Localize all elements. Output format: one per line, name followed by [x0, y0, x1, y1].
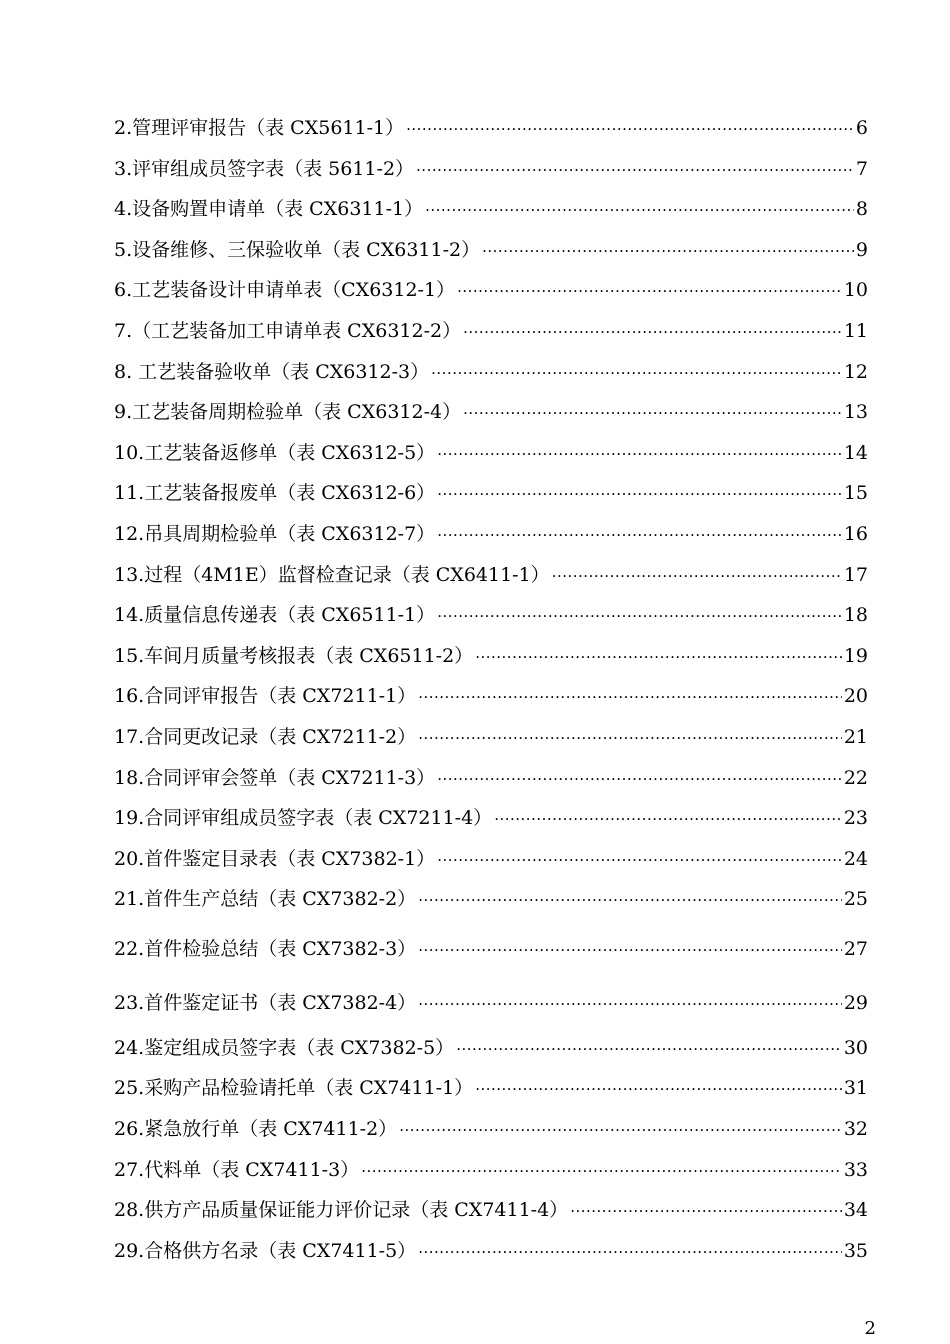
toc-entry-page: 30 — [843, 1036, 868, 1059]
dot-leader — [418, 677, 842, 718]
toc-entry[interactable] — [114, 636, 868, 677]
dot-leader — [482, 231, 854, 272]
toc-entry-page: 27 — [843, 937, 868, 960]
dot-leader — [437, 474, 842, 515]
toc-entry-page: 7 — [855, 157, 868, 180]
toc-entry-page: 29 — [843, 991, 868, 1014]
dot-leader — [399, 1110, 842, 1151]
toc-entry[interactable] — [114, 1068, 868, 1109]
toc-entry[interactable] — [114, 311, 868, 352]
dot-leader — [457, 271, 842, 312]
toc-entry[interactable] — [114, 514, 868, 555]
toc-entry-page: 31 — [843, 1077, 868, 1100]
dot-leader — [425, 190, 854, 231]
toc-entry-page: 33 — [843, 1158, 868, 1181]
dot-leader — [418, 1232, 842, 1273]
dot-leader — [406, 109, 854, 150]
dot-leader — [475, 1069, 842, 1110]
toc-entry-title: 25.采购产品检验请托单（表 CX7411-1） — [114, 1077, 474, 1100]
toc-entry-page: 18 — [843, 604, 868, 627]
dot-leader — [437, 596, 842, 637]
toc-entry-title: 21.首件生产总结（表 CX7382-2） — [114, 888, 417, 911]
toc-entry-title: 20.首件鉴定目录表（表 CX7382-1） — [114, 847, 436, 870]
toc-entry[interactable] — [114, 1231, 868, 1272]
toc-entry-title: 14.质量信息传递表（表 CX6511-1） — [114, 604, 436, 627]
toc-entry-page: 20 — [843, 685, 868, 708]
toc-entry-title: 22.首件检验总结（表 CX7382-3） — [114, 937, 417, 960]
toc-entry-title: 11.工艺装备报废单（表 CX6312-6） — [114, 482, 436, 505]
toc-entry[interactable] — [114, 1190, 868, 1231]
dot-leader — [361, 1151, 842, 1192]
toc-entry[interactable] — [114, 974, 868, 1028]
toc-entry-page: 24 — [843, 847, 868, 870]
dot-leader — [437, 515, 842, 556]
toc-entry[interactable] — [114, 758, 868, 799]
toc-entry-title: 10.工艺装备返修单（表 CX6312-5） — [114, 441, 436, 464]
toc-entry[interactable] — [114, 392, 868, 433]
toc-entry-title: 5.设备维修、三保验收单（表 CX6311-2） — [114, 238, 481, 261]
toc-entry-page: 19 — [843, 644, 868, 667]
dot-leader — [552, 556, 842, 597]
dot-leader — [463, 393, 842, 434]
toc-entry-title: 6.工艺装备设计申请单表（CX6312-1） — [114, 279, 456, 302]
dot-leader — [475, 637, 842, 678]
toc-entry[interactable] — [114, 555, 868, 596]
toc-entry[interactable] — [114, 270, 868, 311]
dot-leader — [463, 312, 842, 353]
toc-entry[interactable] — [114, 717, 868, 758]
toc-entry-title: 2.管理评审报告（表 CX5611-1） — [114, 117, 405, 139]
dot-leader — [431, 353, 842, 394]
toc-entry-title: 26.紧急放行单（表 CX7411-2） — [114, 1118, 398, 1141]
toc-entry-title: 17.合同更改记录（表 CX7211-2） — [114, 725, 417, 748]
toc-entry-title: 7.（工艺装备加工申请单表 CX6312-2） — [114, 319, 462, 342]
toc-entry-page: 23 — [843, 807, 868, 830]
toc-entry[interactable] — [114, 798, 868, 839]
toc-entry[interactable] — [114, 676, 868, 717]
toc-entry-title: 29.合格供方名录（表 CX7411-5） — [114, 1239, 417, 1262]
toc-entry[interactable] — [114, 1028, 868, 1069]
toc-entry-page: 12 — [843, 360, 868, 383]
dot-leader — [437, 840, 842, 881]
toc-entry-page: 8 — [855, 198, 868, 221]
toc-entry[interactable] — [114, 1150, 868, 1191]
toc-entry-title: 13.过程（4M1E）监督检查记录（表 CX6411-1） — [114, 563, 550, 586]
toc-entry-title: 27.代料单（表 CX7411-3） — [114, 1158, 360, 1181]
dot-leader — [418, 880, 842, 921]
toc-entry[interactable] — [114, 189, 868, 230]
toc-entry[interactable] — [114, 433, 868, 474]
toc-entry[interactable] — [114, 149, 868, 190]
dot-leader — [418, 925, 842, 975]
toc-entry-page: 21 — [843, 725, 868, 748]
toc-entry-page: 17 — [843, 563, 868, 586]
toc-entry[interactable] — [114, 230, 868, 271]
toc-entry-page: 16 — [843, 522, 868, 545]
dot-leader — [418, 718, 842, 759]
toc-entry-title: 23.首件鉴定证书（表 CX7382-4） — [114, 991, 417, 1014]
dot-leader — [437, 434, 842, 475]
toc-entry-title: 16.合同评审报告（表 CX7211-1） — [114, 685, 417, 708]
toc-entry[interactable] — [114, 595, 868, 636]
toc-entry-page: 9 — [855, 238, 868, 261]
toc-entry[interactable] — [114, 879, 868, 920]
dot-leader — [418, 979, 842, 1029]
toc-entry[interactable] — [114, 839, 868, 880]
toc-entry-title: 19.合同评审组成员签字表（表 CX7211-4） — [114, 807, 493, 830]
toc-entry-page: 11 — [843, 319, 868, 342]
dot-leader — [570, 1191, 842, 1232]
table-of-contents — [114, 108, 868, 1271]
toc-entry-title: 4.设备购置申请单（表 CX6311-1） — [114, 198, 424, 221]
dot-leader — [456, 1029, 842, 1070]
toc-entry-page: 25 — [843, 888, 868, 911]
toc-entry[interactable] — [114, 1109, 868, 1150]
page-number: 2 — [864, 1318, 876, 1339]
toc-entry-title: 9.工艺装备周期检验单（表 CX6312-4） — [114, 401, 462, 424]
toc-entry-title: 8. 工艺装备验收单（表 CX6312-3） — [114, 360, 430, 383]
toc-entry-title: 18.合同评审会签单（表 CX7211-3） — [114, 766, 436, 789]
dot-leader — [416, 150, 854, 191]
toc-entry-title: 24.鉴定组成员签字表（表 CX7382-5） — [114, 1036, 455, 1059]
toc-entry[interactable] — [114, 108, 868, 149]
toc-entry-page: 6 — [855, 117, 868, 139]
dot-leader — [494, 799, 842, 840]
toc-entry-title: 3.评审组成员签字表（表 5611-2） — [114, 157, 415, 180]
toc-entry-page: 14 — [843, 441, 868, 464]
toc-entry-page: 22 — [843, 766, 868, 789]
toc-entry-page: 10 — [843, 279, 868, 302]
toc-entry-page: 15 — [843, 482, 868, 505]
toc-entry[interactable] — [114, 473, 868, 514]
toc-entry-page: 34 — [843, 1199, 868, 1222]
toc-entry[interactable] — [114, 920, 868, 974]
toc-entry[interactable] — [114, 352, 868, 393]
toc-entry-page: 13 — [843, 401, 868, 424]
toc-entry-page: 32 — [843, 1118, 868, 1141]
toc-entry-title: 15.车间月质量考核报表（表 CX6511-2） — [114, 644, 474, 667]
dot-leader — [437, 759, 842, 800]
toc-entry-title: 12.吊具周期检验单（表 CX6312-7） — [114, 522, 436, 545]
toc-entry-title: 28.供方产品质量保证能力评价记录（表 CX7411-4） — [114, 1199, 569, 1222]
toc-entry-page: 35 — [843, 1239, 868, 1262]
